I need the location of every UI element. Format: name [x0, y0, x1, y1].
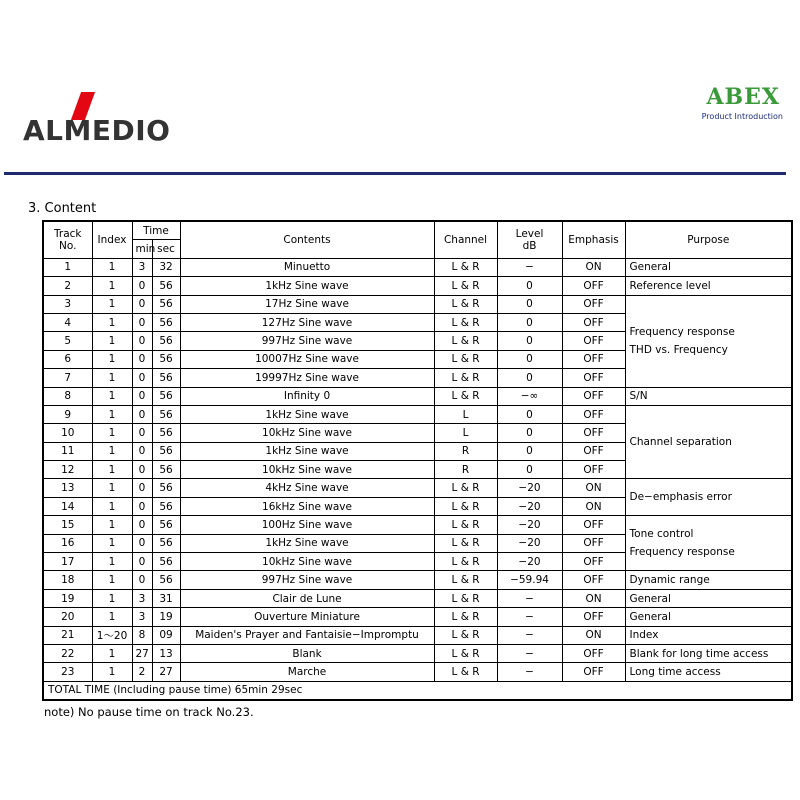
contents-cell: 127Hz Sine wave — [180, 313, 434, 331]
purpose-cell: Frequency response THD vs. Frequency — [625, 295, 792, 387]
level-cell: − — [497, 258, 562, 276]
track-no-cell: 3 — [43, 295, 92, 313]
emphasis-cell: OFF — [562, 277, 625, 295]
header-emphasis: Emphasis — [562, 221, 625, 258]
index-cell: 1 — [92, 589, 132, 607]
table-row — [43, 258, 792, 276]
contents-cell: 16kHz Sine wave — [180, 497, 434, 515]
sec-cell: 09 — [152, 626, 180, 644]
level-cell: 0 — [497, 461, 562, 479]
sec-cell: 19 — [152, 608, 180, 626]
sec-cell: 56 — [152, 424, 180, 442]
emphasis-cell: OFF — [562, 663, 625, 681]
channel-cell: L & R — [434, 350, 497, 368]
emphasis-cell: OFF — [562, 350, 625, 368]
track-no-cell: 9 — [43, 405, 92, 423]
emphasis-cell: OFF — [562, 369, 625, 387]
min-cell: 0 — [132, 277, 152, 295]
channel-cell: L & R — [434, 553, 497, 571]
emphasis-cell: OFF — [562, 313, 625, 331]
channel-cell: L & R — [434, 534, 497, 552]
emphasis-cell: OFF — [562, 608, 625, 626]
emphasis-cell: ON — [562, 626, 625, 644]
channel-cell: L — [434, 405, 497, 423]
channel-cell: L & R — [434, 277, 497, 295]
channel-cell: L — [434, 424, 497, 442]
channel-cell: L & R — [434, 313, 497, 331]
min-cell: 0 — [132, 332, 152, 350]
emphasis-cell: OFF — [562, 553, 625, 571]
index-cell: 1 — [92, 461, 132, 479]
contents-cell: 17Hz Sine wave — [180, 295, 434, 313]
sec-cell: 31 — [152, 589, 180, 607]
sec-cell: 56 — [152, 516, 180, 534]
track-no-cell: 1 — [43, 258, 92, 276]
emphasis-cell: OFF — [562, 516, 625, 534]
min-cell: 0 — [132, 295, 152, 313]
purpose-cell: General — [625, 258, 792, 276]
level-cell: 0 — [497, 424, 562, 442]
channel-cell: L & R — [434, 387, 497, 405]
level-cell: −∞ — [497, 387, 562, 405]
purpose-cell: Dynamic range — [625, 571, 792, 589]
min-cell: 0 — [132, 461, 152, 479]
level-cell: −20 — [497, 497, 562, 515]
track-no-cell: 11 — [43, 442, 92, 460]
channel-cell: L & R — [434, 663, 497, 681]
almedio-logo: ALMEDIO — [23, 114, 171, 147]
track-no-cell: 12 — [43, 461, 92, 479]
min-cell: 0 — [132, 313, 152, 331]
sec-cell: 13 — [152, 644, 180, 662]
table-row — [43, 571, 792, 589]
index-cell: 1 — [92, 479, 132, 497]
channel-cell: L & R — [434, 258, 497, 276]
contents-cell: 1kHz Sine wave — [180, 405, 434, 423]
level-cell: −20 — [497, 534, 562, 552]
sec-cell: 56 — [152, 332, 180, 350]
min-cell: 0 — [132, 516, 152, 534]
header-min: min — [132, 240, 152, 258]
emphasis-cell: ON — [562, 497, 625, 515]
channel-cell: L & R — [434, 497, 497, 515]
level-cell: 0 — [497, 295, 562, 313]
level-cell: − — [497, 663, 562, 681]
index-cell: 1〜20 — [92, 626, 132, 644]
index-cell: 1 — [92, 350, 132, 368]
contents-cell: 100Hz Sine wave — [180, 516, 434, 534]
emphasis-cell: OFF — [562, 405, 625, 423]
track-no-cell: 4 — [43, 313, 92, 331]
contents-cell: Clair de Lune — [180, 589, 434, 607]
min-cell: 0 — [132, 424, 152, 442]
index-cell: 1 — [92, 424, 132, 442]
track-no-cell: 7 — [43, 369, 92, 387]
total-time: TOTAL TIME (Including pause time) 65min 29sec — [43, 681, 792, 700]
emphasis-cell: OFF — [562, 644, 625, 662]
level-cell: −20 — [497, 553, 562, 571]
purpose-cell: General — [625, 608, 792, 626]
index-cell: 1 — [92, 258, 132, 276]
level-cell: − — [497, 608, 562, 626]
sec-cell: 27 — [152, 663, 180, 681]
purpose-cell: S/N — [625, 387, 792, 405]
contents-cell: Maiden's Prayer and Fantaisie−Impromptu — [180, 626, 434, 644]
index-cell: 1 — [92, 387, 132, 405]
emphasis-cell: OFF — [562, 424, 625, 442]
contents-cell: Ouverture Miniature — [180, 608, 434, 626]
level-cell: 0 — [497, 442, 562, 460]
header-sec: sec — [152, 240, 180, 258]
channel-cell: L & R — [434, 516, 497, 534]
sec-cell: 56 — [152, 369, 180, 387]
contents-cell: 10kHz Sine wave — [180, 553, 434, 571]
contents-cell: 10kHz Sine wave — [180, 424, 434, 442]
index-cell: 1 — [92, 663, 132, 681]
contents-cell: 1kHz Sine wave — [180, 277, 434, 295]
emphasis-cell: OFF — [562, 332, 625, 350]
emphasis-cell: ON — [562, 589, 625, 607]
emphasis-cell: OFF — [562, 387, 625, 405]
index-cell: 1 — [92, 571, 132, 589]
min-cell: 3 — [132, 608, 152, 626]
index-cell: 1 — [92, 332, 132, 350]
index-cell: 1 — [92, 313, 132, 331]
channel-cell: L & R — [434, 608, 497, 626]
track-no-cell: 17 — [43, 553, 92, 571]
level-cell: 0 — [497, 405, 562, 423]
purpose-cell: General — [625, 589, 792, 607]
purpose-cell: Tone control Frequency response — [625, 516, 792, 571]
header-divider — [4, 172, 786, 175]
track-no-cell: 16 — [43, 534, 92, 552]
min-cell: 0 — [132, 571, 152, 589]
contents-cell: Blank — [180, 644, 434, 662]
min-cell: 3 — [132, 589, 152, 607]
index-cell: 1 — [92, 442, 132, 460]
table-row — [43, 663, 792, 681]
contents-cell: 19997Hz Sine wave — [180, 369, 434, 387]
table-row — [43, 387, 792, 405]
track-no-cell: 18 — [43, 571, 92, 589]
min-cell: 0 — [132, 479, 152, 497]
contents-cell: Minuetto — [180, 258, 434, 276]
min-cell: 2 — [132, 663, 152, 681]
abex-logo: ABEX — [706, 84, 780, 110]
track-no-cell: 8 — [43, 387, 92, 405]
sec-cell: 56 — [152, 295, 180, 313]
sec-cell: 56 — [152, 350, 180, 368]
level-cell: −20 — [497, 516, 562, 534]
header-purpose: Purpose — [625, 221, 792, 258]
product-introduction-label: Product Introduction — [701, 112, 783, 121]
level-cell: − — [497, 589, 562, 607]
channel-cell: L & R — [434, 644, 497, 662]
track-no-cell: 6 — [43, 350, 92, 368]
header-channel: Channel — [434, 221, 497, 258]
contents-cell: 997Hz Sine wave — [180, 571, 434, 589]
sec-cell: 56 — [152, 461, 180, 479]
table-row — [43, 644, 792, 662]
track-no-cell: 10 — [43, 424, 92, 442]
track-no-cell: 13 — [43, 479, 92, 497]
header-contents: Contents — [180, 221, 434, 258]
level-cell: 0 — [497, 313, 562, 331]
index-cell: 1 — [92, 534, 132, 552]
channel-cell: R — [434, 461, 497, 479]
index-cell: 1 — [92, 277, 132, 295]
index-cell: 1 — [92, 516, 132, 534]
footnote: note) No pause time on track No.23. — [44, 705, 254, 719]
index-cell: 1 — [92, 405, 132, 423]
total-row — [43, 681, 792, 700]
index-cell: 1 — [92, 295, 132, 313]
contents-cell: 1kHz Sine wave — [180, 534, 434, 552]
channel-cell: L & R — [434, 369, 497, 387]
min-cell: 0 — [132, 553, 152, 571]
channel-cell: L & R — [434, 479, 497, 497]
sec-cell: 56 — [152, 497, 180, 515]
channel-cell: L & R — [434, 571, 497, 589]
purpose-cell: De−emphasis error — [625, 479, 792, 516]
content-table — [42, 220, 793, 701]
sec-cell: 56 — [152, 553, 180, 571]
emphasis-cell: OFF — [562, 571, 625, 589]
emphasis-cell: OFF — [562, 534, 625, 552]
sec-cell: 32 — [152, 258, 180, 276]
header-time: Time — [132, 221, 180, 240]
emphasis-cell: OFF — [562, 295, 625, 313]
table-row — [43, 589, 792, 607]
table-body — [43, 258, 792, 700]
index-cell: 1 — [92, 497, 132, 515]
index-cell: 1 — [92, 553, 132, 571]
contents-cell: 10kHz Sine wave — [180, 461, 434, 479]
min-cell: 0 — [132, 350, 152, 368]
track-no-cell: 20 — [43, 608, 92, 626]
purpose-cell: Blank for long time access — [625, 644, 792, 662]
level-cell: 0 — [497, 350, 562, 368]
table-row — [43, 277, 792, 295]
level-cell: −20 — [497, 479, 562, 497]
table-row — [43, 479, 792, 497]
purpose-cell: Channel separation — [625, 405, 792, 479]
level-cell: 0 — [497, 332, 562, 350]
track-no-cell: 15 — [43, 516, 92, 534]
channel-cell: L & R — [434, 589, 497, 607]
sec-cell: 56 — [152, 534, 180, 552]
channel-cell: L & R — [434, 332, 497, 350]
min-cell: 0 — [132, 369, 152, 387]
channel-cell: R — [434, 442, 497, 460]
track-no-cell: 2 — [43, 277, 92, 295]
index-cell: 1 — [92, 369, 132, 387]
table-row — [43, 295, 792, 313]
level-cell: − — [497, 626, 562, 644]
sec-cell: 56 — [152, 571, 180, 589]
sec-cell: 56 — [152, 442, 180, 460]
min-cell: 8 — [132, 626, 152, 644]
emphasis-cell: OFF — [562, 442, 625, 460]
track-no-cell: 5 — [43, 332, 92, 350]
level-cell: 0 — [497, 277, 562, 295]
emphasis-cell: OFF — [562, 461, 625, 479]
purpose-cell: Long time access — [625, 663, 792, 681]
index-cell: 1 — [92, 608, 132, 626]
track-no-cell: 21 — [43, 626, 92, 644]
contents-cell: Infinity 0 — [180, 387, 434, 405]
min-cell: 0 — [132, 497, 152, 515]
contents-cell: 997Hz Sine wave — [180, 332, 434, 350]
section-title: 3. Content — [28, 201, 97, 216]
channel-cell: L & R — [434, 295, 497, 313]
track-no-cell: 14 — [43, 497, 92, 515]
header-level: Level dB — [497, 221, 562, 258]
track-no-cell: 23 — [43, 663, 92, 681]
sec-cell: 56 — [152, 479, 180, 497]
sec-cell: 56 — [152, 277, 180, 295]
min-cell: 0 — [132, 387, 152, 405]
table-row — [43, 516, 792, 534]
level-cell: 0 — [497, 369, 562, 387]
emphasis-cell: ON — [562, 258, 625, 276]
table-row — [43, 626, 792, 644]
sec-cell: 56 — [152, 405, 180, 423]
sec-cell: 56 — [152, 387, 180, 405]
level-cell: − — [497, 644, 562, 662]
sec-cell: 56 — [152, 313, 180, 331]
contents-cell: 10007Hz Sine wave — [180, 350, 434, 368]
emphasis-cell: ON — [562, 479, 625, 497]
level-cell: −59.94 — [497, 571, 562, 589]
table-row — [43, 608, 792, 626]
min-cell: 27 — [132, 644, 152, 662]
index-cell: 1 — [92, 644, 132, 662]
track-no-cell: 22 — [43, 644, 92, 662]
min-cell: 3 — [132, 258, 152, 276]
purpose-cell: Reference level — [625, 277, 792, 295]
header-index: Index — [92, 221, 132, 258]
min-cell: 0 — [132, 442, 152, 460]
contents-cell: Marche — [180, 663, 434, 681]
contents-cell: 1kHz Sine wave — [180, 442, 434, 460]
min-cell: 0 — [132, 405, 152, 423]
header-track-no: Track No. — [43, 221, 92, 258]
purpose-cell: Index — [625, 626, 792, 644]
channel-cell: L & R — [434, 626, 497, 644]
table-row — [43, 405, 792, 423]
min-cell: 0 — [132, 534, 152, 552]
contents-cell: 4kHz Sine wave — [180, 479, 434, 497]
track-no-cell: 19 — [43, 589, 92, 607]
